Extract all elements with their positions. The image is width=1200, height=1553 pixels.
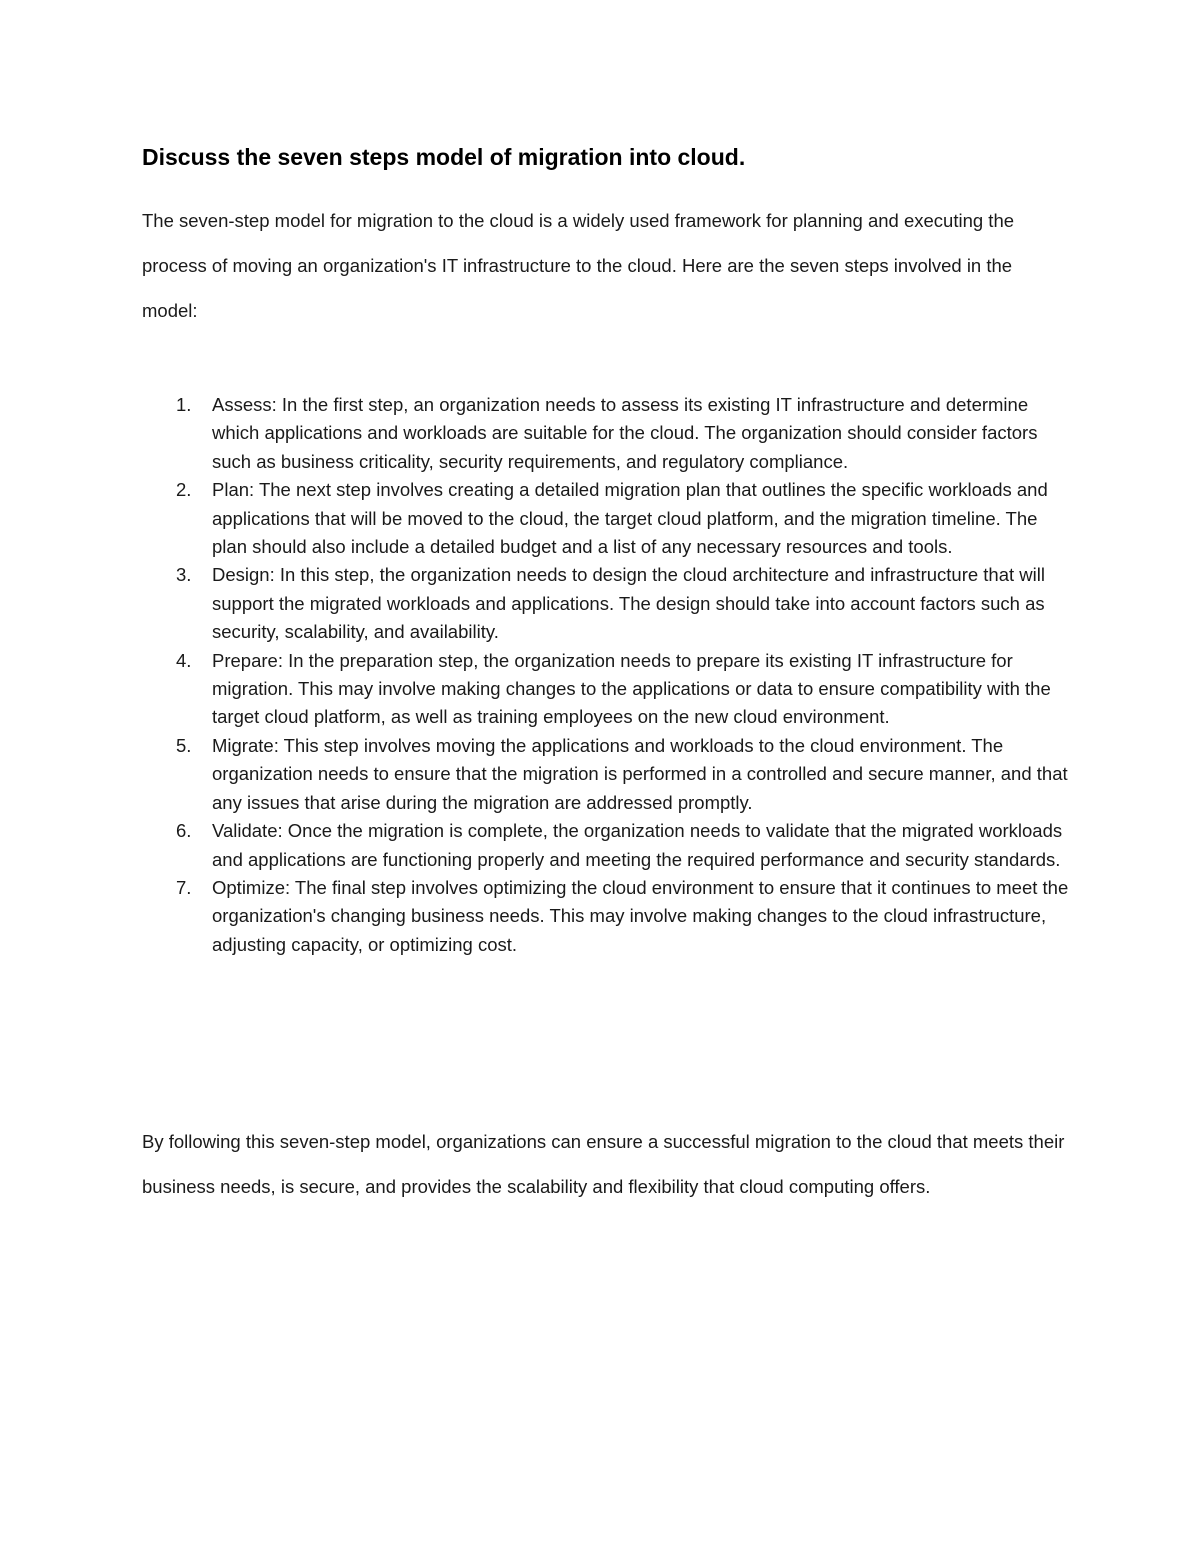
list-item-text: Assess: In the first step, an organization needs to assess its existing IT infrastructure and determine which applications and workloads are suitable for the cloud. The organization should consider factors such as business criticality, security requirements, and regulatory compliance. — [212, 394, 1038, 472]
list-item-number: 6. — [176, 820, 192, 842]
list-item-text: Plan: The next step involves creating a detailed migration plan that outlines the specific workloads and applications that will be moved to the cloud, the target cloud platform, and the migration timeline. The plan should also include a detailed budget and a list of any necessary resources and tools. — [212, 479, 1048, 558]
list-item-text: Design: In this step, the organization needs to design the cloud architecture and infrastructure that will support the migrated workloads and applications. The design should take into account factors such as security, scalability, and availability. — [212, 564, 1045, 643]
steps-list — [142, 391, 1072, 959]
list-item — [142, 817, 1072, 874]
intro-paragraph: The seven-step model for migration to the cloud is a widely used framework for planning and executing the process of moving an organization's IT infrastructure to the cloud. Here are the seven steps involved in the model: — [142, 210, 1015, 321]
list-item-number: 1. — [176, 394, 192, 415]
list-item-number: 7. — [176, 876, 192, 898]
conclusion-paragraph: By following this seven-step model, organizations can ensure a successful migration to the cloud that meets their business needs, is secure, and provides the scalability and flexibility that cloud computing offers. — [142, 1131, 1065, 1197]
list-item-text: Optimize: The final step involves optimizing the cloud environment to ensure that it continues to meet the organization's changing business needs. This may involve making changes to the cloud infrastructure, adjusting capacity, or optimizing cost. — [212, 876, 1069, 955]
list-item — [142, 647, 1072, 732]
list-item-number: 2. — [176, 479, 192, 501]
list-item — [142, 561, 1072, 646]
list-item — [142, 732, 1072, 817]
list-item-text: Migrate: This step involves moving the applications and workloads to the cloud environment. The organization needs to ensure that the migration is performed in a controlled and secure manner, and that any issues that arise during the migration are addressed promptly. — [212, 734, 1068, 813]
list-item-text: Validate: Once the migration is complete, the organization needs to validate that the migrated workloads and applications are functioning properly and meeting the required performance and security standards. — [212, 820, 1063, 870]
list-item-number: 3. — [176, 564, 192, 586]
document-title: Discuss the seven steps model of migration into cloud. — [142, 144, 746, 170]
list-item-number: 4. — [176, 649, 192, 671]
list-item-number: 5. — [176, 734, 192, 756]
list-item — [142, 874, 1072, 959]
list-item — [142, 391, 1072, 476]
list-item-text: Prepare: In the preparation step, the organization needs to prepare its existing IT infrastructure for migration. This may involve making changes to the applications or data to ensure compatibility with the target cloud platform, as well as training employees on the new cloud environment. — [212, 649, 1051, 728]
list-item — [142, 476, 1072, 561]
